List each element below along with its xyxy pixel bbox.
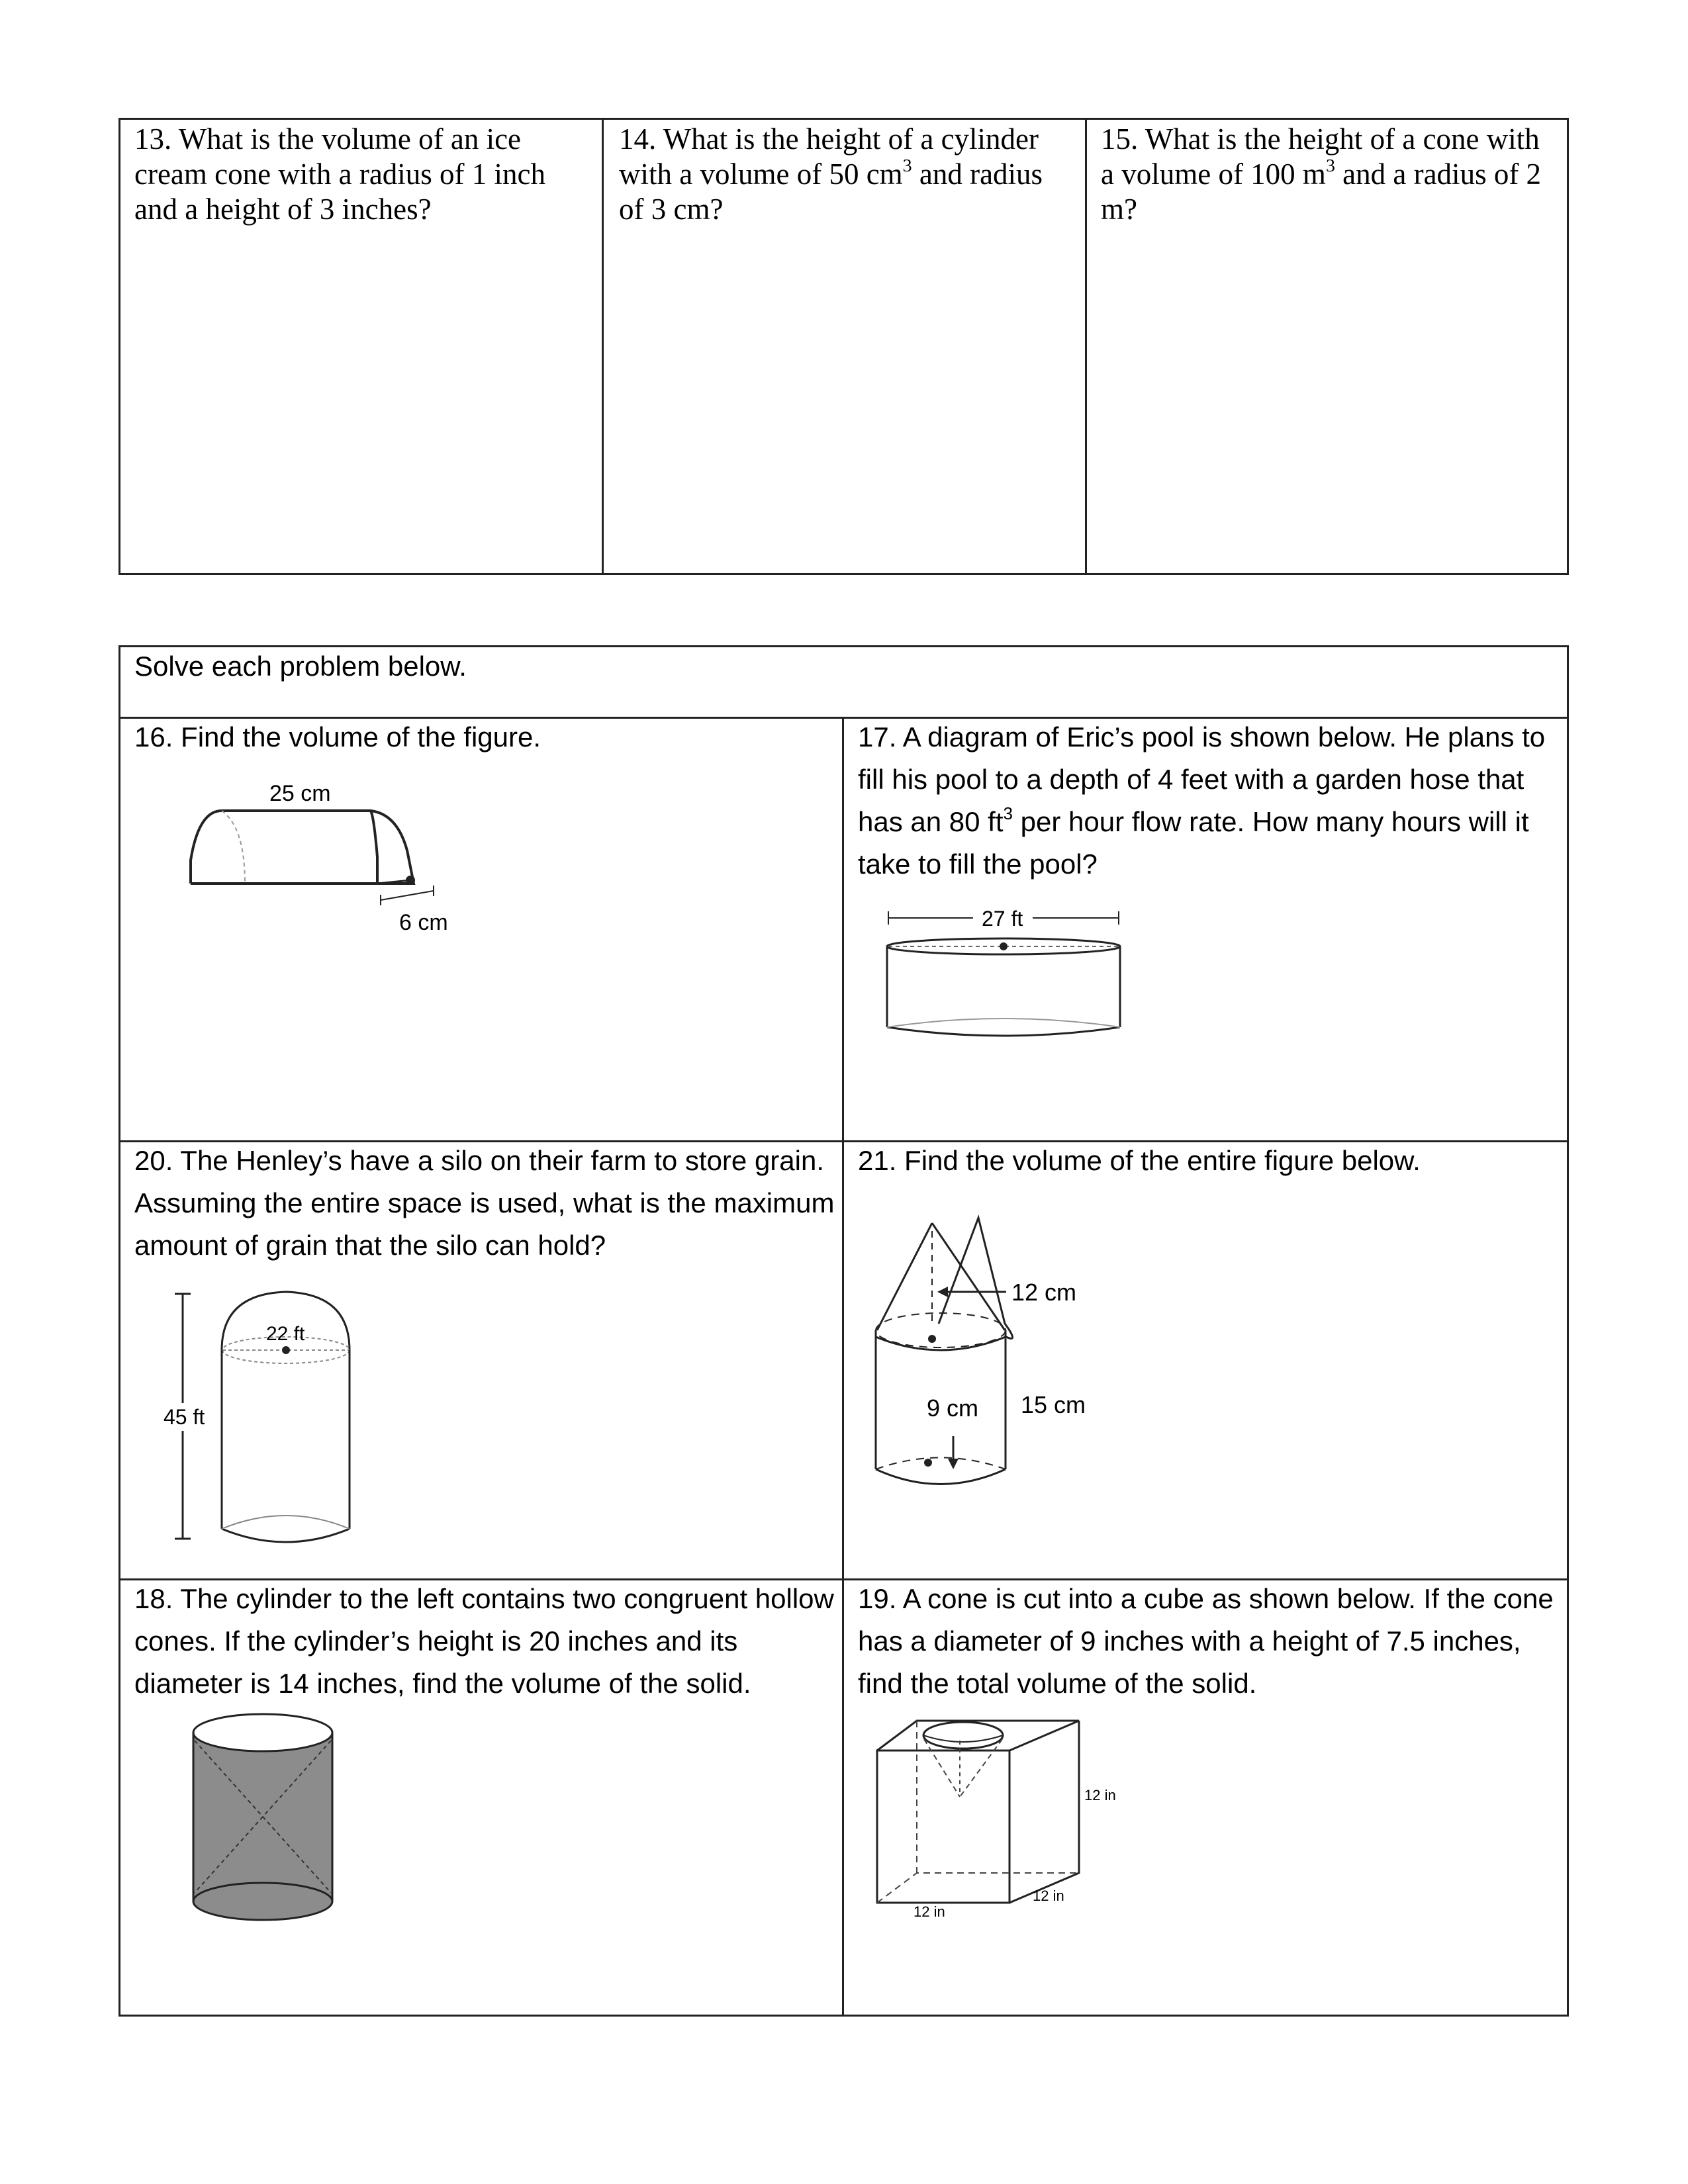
problem-16-text: 16. Find the volume of the figure. <box>134 721 541 752</box>
pool-bottom-hidden <box>887 1019 1120 1027</box>
center-dot <box>1000 942 1008 950</box>
cone-left-edge <box>877 1223 932 1330</box>
side-label-right: 12 in <box>1084 1787 1116 1803</box>
cylinder-top-front <box>876 1337 1006 1350</box>
cube-top-back <box>877 1721 1079 1751</box>
table-col-divider <box>842 717 844 2017</box>
superscript: 3 <box>902 156 912 177</box>
height-label: 45 ft <box>164 1405 205 1429</box>
half-cylinder-left-arc <box>191 811 222 884</box>
question-15 <box>1101 122 1558 227</box>
cone-cylinder-figure <box>854 1211 1119 1509</box>
silo-figure <box>152 1284 371 1555</box>
radius-label: 6 cm <box>399 910 448 935</box>
superscript: 3 <box>1325 156 1335 177</box>
center-dot <box>924 1459 932 1467</box>
question-text-cont: and a radius of 2 m? <box>1101 158 1542 226</box>
problem-19-text: 19. A cone is cut into a cube as shown below. If the cone has a diameter of 9 inches with a height of 7.5 inches, find the total volume of the solid. <box>858 1583 1554 1699</box>
question-number: 14. <box>619 122 657 156</box>
question-14 <box>619 122 1069 227</box>
problem-17-text-part: per hour flow rate. How many hours will it take to fill the pool? <box>858 806 1529 880</box>
half-cylinder-figure <box>179 774 457 933</box>
cube-with-cone-figure <box>867 1714 1132 1926</box>
problem-18-text: 18. The cylinder to the left contains two congruent hollow cones. If the cylinder’s height is 20 inches and its diameter is 14 inches, find the volume of the solid. <box>134 1583 834 1699</box>
cylinder-bottom-shade <box>193 1883 332 1920</box>
side-label-depth: 12 in <box>1033 1888 1064 1904</box>
question-text: What is the volume of an ice cream cone with a radius of 1 inch and a height of 3 inches? <box>134 122 546 226</box>
cone-outline <box>939 1218 1013 1339</box>
question-13 <box>134 122 585 227</box>
radius-label: 9 cm <box>927 1394 979 1422</box>
question-text: What is the height of a cone with a volume of 100 m <box>1101 122 1540 191</box>
height-label: 15 cm <box>1021 1391 1086 1418</box>
table-divider <box>602 118 604 575</box>
table-divider <box>1085 118 1087 575</box>
half-cylinder-hidden-edge <box>222 811 245 884</box>
problem-20-text: 20. The Henley’s have a silo on their farm to store grain. Assuming the entire space is used, what is the maximum amount of grain that the silo can hold? <box>134 1145 835 1261</box>
cube-right-side <box>1009 1721 1079 1903</box>
question-number: 15. <box>1101 122 1139 156</box>
pool-figure <box>874 900 1139 1052</box>
cylinder-top <box>193 1714 332 1751</box>
arrow-head <box>937 1287 948 1297</box>
cube-front-face <box>877 1751 1009 1903</box>
cone-label: 12 cm <box>1011 1279 1077 1306</box>
silo-bottom-hidden <box>222 1516 350 1529</box>
instructions: Solve each problem below. <box>134 651 467 682</box>
cone-opening-inner <box>923 1735 1003 1742</box>
half-cylinder-right-end <box>371 811 414 884</box>
length-label: 25 cm <box>269 781 331 806</box>
center-dot <box>282 1346 290 1354</box>
problem-21-text: 21. Find the volume of the entire figure below. <box>858 1145 1421 1176</box>
silo-bottom <box>222 1529 350 1542</box>
cylinder-bottom-hidden <box>876 1458 1006 1470</box>
radius-dimension <box>381 891 434 900</box>
problem-17-text-part: 17. A diagram of Eric’s pool is shown below. He plans to fill his pool to a depth of 4 feet with a garden hose that has an 80 ft <box>858 721 1546 837</box>
question-text: What is the height of a cylinder with a volume of 50 cm <box>619 122 1039 191</box>
cylinder-with-cones-figure <box>185 1711 344 1929</box>
side-label-front: 12 in <box>914 1903 945 1920</box>
cone-opening <box>923 1722 1003 1749</box>
arrow-head <box>948 1459 959 1469</box>
question-number: 13. <box>134 122 172 156</box>
center-dot <box>928 1335 936 1343</box>
pool-bottom <box>887 1027 1120 1036</box>
superscript: 3 <box>1003 803 1013 824</box>
problem-17-text <box>858 716 1560 886</box>
question-text-cont: and radius of 3 cm? <box>619 158 1043 226</box>
cylinder-bottom <box>876 1469 1006 1484</box>
diameter-label: 27 ft <box>982 907 1023 931</box>
diameter-label: 22 ft <box>266 1323 305 1345</box>
